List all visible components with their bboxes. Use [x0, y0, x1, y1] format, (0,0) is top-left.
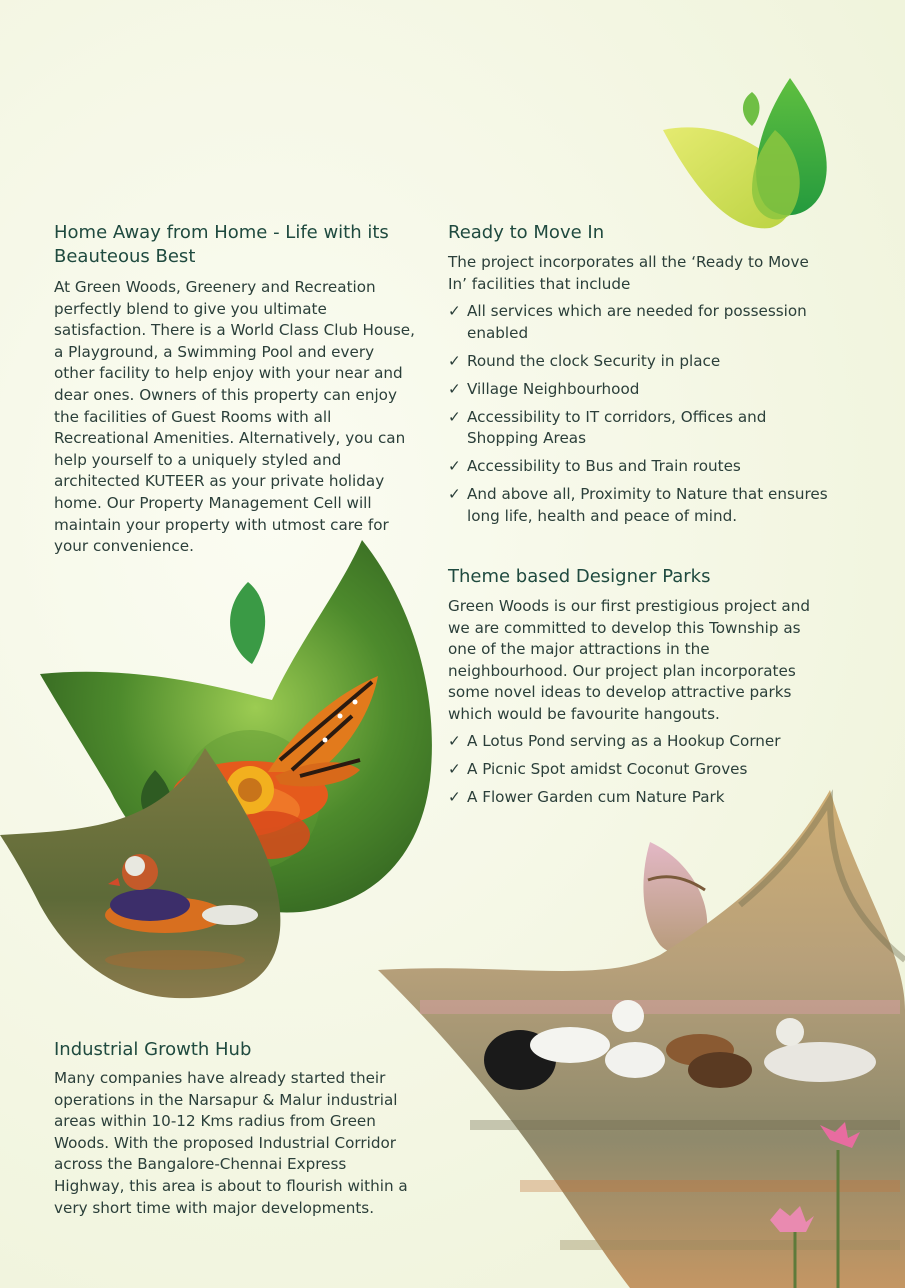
home-section-body: At Green Woods, Greenery and Recreation perfectly blend to give you ultimate satisfaction. There is a World Class Club House, a Playground, a Swimming Pool and every other facility to help enjoy with your near and dear ones. Owners of this property can enjoy the facilities of Guest Rooms with all Recreational Amenities. Alternatively, you can help yourself to a uniquely styled and architected KUTEER as your private holiday home. Our Property Management Cell will maintain your property with utmost care for your convenience.	[54, 278, 415, 556]
parks-checklist	[448, 731, 828, 815]
checklist-item: ✓ Accessibility to IT corridors, Offices and Shopping Areas	[448, 407, 767, 448]
checklist-item: ✓ Accessibility to Bus and Train routes	[448, 456, 828, 478]
check-icon: ✓	[448, 351, 461, 370]
check-icon: ✓	[448, 457, 461, 476]
check-icon: ✓	[448, 787, 461, 806]
small-leaf-icon	[230, 582, 265, 664]
check-icon: ✓	[448, 302, 461, 320]
ready-checklist	[448, 301, 828, 534]
checklist-item: ✓ A Lotus Pond serving as a Hookup Corner	[448, 731, 828, 753]
ready-section-intro: The project incorporates all the ‘Ready to Move In’ facilities that include	[448, 253, 809, 293]
parks-section-title: Theme based Designer Parks	[448, 566, 711, 587]
checklist-item: ✓ Village Neighbourhood	[448, 379, 828, 401]
parks-section-intro: Green Woods is our first prestigious project and we are committed to develop this Township as one of the major attractions in the neighbourhood. Our project plan incorporates some novel ideas to develop attractive parks which would be favourite hangouts.	[448, 597, 810, 723]
checklist-item: ✓ A Flower Garden cum Nature Park	[448, 787, 828, 809]
check-icon: ✓	[448, 485, 461, 504]
check-icon: ✓	[448, 732, 461, 750]
check-icon: ✓	[448, 407, 461, 426]
duck-pond-photo	[378, 790, 905, 1288]
ready-section-title: Ready to Move In	[448, 222, 605, 243]
checklist-item: ✓ Round the clock Security in place	[448, 351, 828, 373]
leaf-logo-icon	[663, 78, 827, 228]
home-section-title: Home Away from Home - Life with its Beauteous Best	[54, 222, 389, 267]
industry-section-title: Industrial Growth Hub	[54, 1039, 252, 1060]
checklist-item: ✓ And above all, Proximity to Nature that ensures long life, health and peace of mind.	[448, 485, 828, 525]
industry-section-body: Many companies have already started their operations in the Narsapur & Malur industrial areas within 10-12 Kms radius from Green Woods. With the proposed Industrial Corridor across the Bangalore-Chennai Express Highway, this area is about to flourish within a very short time with major developments.	[54, 1069, 408, 1217]
checklist-item: ✓ A Picnic Spot amidst Coconut Groves	[448, 759, 828, 781]
check-icon: ✓	[448, 759, 461, 778]
check-icon: ✓	[448, 379, 461, 398]
checklist-item: ✓ All services which are needed for possession enabled	[448, 302, 807, 342]
